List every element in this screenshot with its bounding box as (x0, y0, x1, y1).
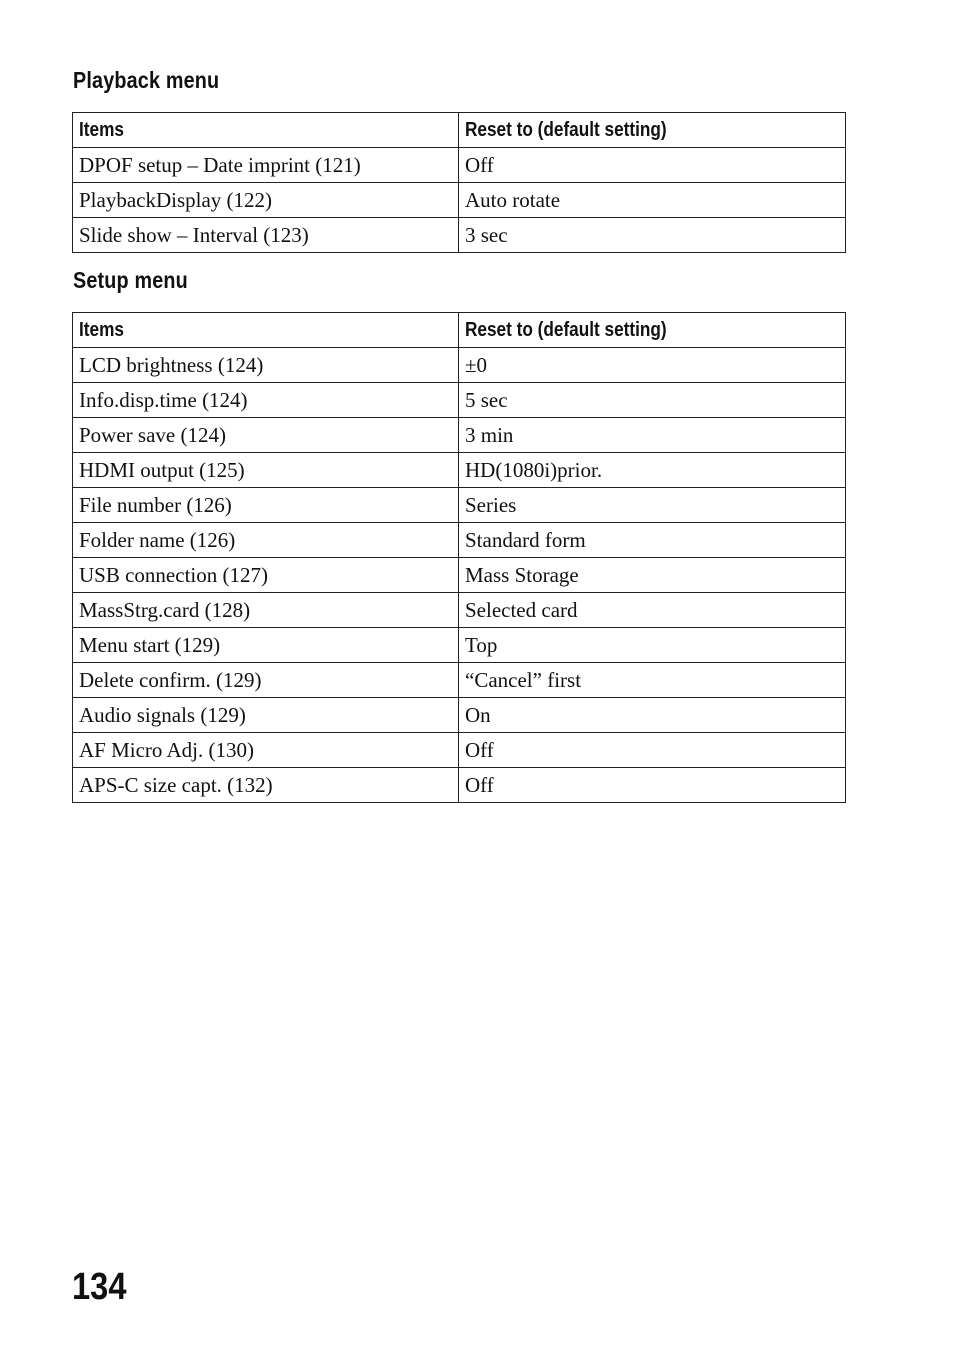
default-cell: HD(1080i)prior. (459, 453, 846, 488)
default-cell: 5 sec (459, 383, 846, 418)
table-row (73, 148, 846, 183)
item-cell: Info.disp.time (124) (73, 383, 459, 418)
item-cell: PlaybackDisplay (122) (73, 183, 459, 218)
default-cell: Off (459, 768, 846, 803)
table-row (73, 488, 846, 523)
table-row (73, 593, 846, 628)
item-cell: Audio signals (129) (73, 698, 459, 733)
column-header-default: Reset to (default setting) (459, 113, 846, 148)
item-cell: USB connection (127) (73, 558, 459, 593)
table-row (73, 183, 846, 218)
table-row (73, 453, 846, 488)
column-header-items: Items (73, 113, 459, 148)
default-cell: Top (459, 628, 846, 663)
table-row (73, 348, 846, 383)
item-cell: DPOF setup – Date imprint (121) (73, 148, 459, 183)
default-cell: Selected card (459, 593, 846, 628)
default-cell: Auto rotate (459, 183, 846, 218)
playback-menu-table (72, 112, 846, 253)
item-cell: APS-C size capt. (132) (73, 768, 459, 803)
item-cell: Power save (124) (73, 418, 459, 453)
table-row (73, 628, 846, 663)
page-number: 134 (72, 1266, 127, 1308)
playback-menu-title: Playback menu (73, 67, 220, 93)
item-cell: File number (126) (73, 488, 459, 523)
table-row (73, 733, 846, 768)
default-cell: On (459, 698, 846, 733)
table-row (73, 218, 846, 253)
setup-menu-title: Setup menu (73, 267, 188, 293)
item-cell: Delete confirm. (129) (73, 663, 459, 698)
default-cell: ±0 (459, 348, 846, 383)
table-row (73, 698, 846, 733)
default-cell: Series (459, 488, 846, 523)
table-row (73, 523, 846, 558)
table-header-row (73, 113, 846, 148)
default-cell: Off (459, 148, 846, 183)
item-cell: Menu start (129) (73, 628, 459, 663)
table-header-row (73, 313, 846, 348)
table-row (73, 768, 846, 803)
table-row (73, 418, 846, 453)
default-cell: Standard form (459, 523, 846, 558)
item-cell: Slide show – Interval (123) (73, 218, 459, 253)
item-cell: Folder name (126) (73, 523, 459, 558)
default-cell: Mass Storage (459, 558, 846, 593)
default-cell: 3 sec (459, 218, 846, 253)
table-row (73, 383, 846, 418)
default-cell: Off (459, 733, 846, 768)
item-cell: LCD brightness (124) (73, 348, 459, 383)
setup-menu-table (72, 312, 846, 803)
item-cell: MassStrg.card (128) (73, 593, 459, 628)
default-cell: 3 min (459, 418, 846, 453)
item-cell: HDMI output (125) (73, 453, 459, 488)
column-header-default: Reset to (default setting) (459, 313, 846, 348)
default-cell: “Cancel” first (459, 663, 846, 698)
table-row (73, 558, 846, 593)
table-row (73, 663, 846, 698)
column-header-items: Items (73, 313, 459, 348)
item-cell: AF Micro Adj. (130) (73, 733, 459, 768)
